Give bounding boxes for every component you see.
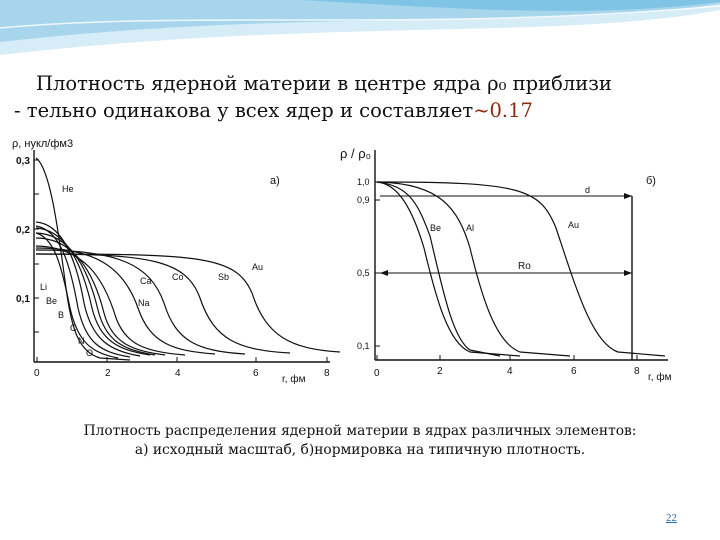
right-x-tick-8: 8 xyxy=(634,366,640,377)
left-x-tick-4: 4 xyxy=(175,368,181,379)
left-panel-label: а) xyxy=(270,175,280,187)
right-y-tick-0-9: 0,9 xyxy=(357,195,370,205)
caption-line-2: а) исходный масштаб, б)нормировка на типичную плотность. xyxy=(134,442,586,458)
norm-label-be: Be xyxy=(430,223,442,233)
label-na: Na xyxy=(138,298,150,308)
r0-arrow-head-right xyxy=(624,270,632,276)
left-x-tick-8: 8 xyxy=(324,368,330,379)
norm-curve-al xyxy=(377,182,570,356)
right-y-tick-0-1: 0,1 xyxy=(357,341,370,351)
d-arrow-head xyxy=(624,193,632,199)
left-x-axis-label: r, фм xyxy=(282,374,306,385)
norm-label-al: Al xyxy=(466,223,475,233)
label-c: C xyxy=(70,323,77,333)
left-y-axis-label: ρ, нукл/фм3 xyxy=(12,138,74,150)
norm-curve-be xyxy=(377,182,520,356)
left-x-tick-6: 6 xyxy=(253,368,259,379)
right-y-tick-0-5: 0,5 xyxy=(357,268,370,278)
label-li: Li xyxy=(40,282,48,292)
right-panel xyxy=(340,146,672,383)
left-y-tick-0-3: 0,3 xyxy=(16,156,30,167)
left-x-tick-marks xyxy=(37,357,327,362)
density-figure xyxy=(0,138,720,400)
r0-arrow-head-left xyxy=(380,270,388,276)
label-co: Co xyxy=(172,272,184,282)
label-be: Be xyxy=(46,296,58,306)
left-panel xyxy=(12,138,340,385)
right-x-tick-2: 2 xyxy=(437,366,443,377)
label-n: N xyxy=(78,336,85,346)
marker-r0: Ro xyxy=(518,261,531,272)
left-y-tick-0-1: 0,1 xyxy=(16,294,30,305)
page-number: 22 xyxy=(666,512,677,524)
label-he: He xyxy=(62,184,74,194)
left-y-tick-0-2: 0,2 xyxy=(16,225,30,236)
figure-caption xyxy=(0,422,720,460)
heading-line-1: Плотность ядерной материи в центре ядра ρ₀ приблизи xyxy=(36,72,612,95)
label-o: O xyxy=(86,348,94,358)
header-wave-decoration xyxy=(0,0,720,60)
caption-line-1: Плотность распределения ядерной материи в ядрах различных элементов: xyxy=(83,423,637,439)
left-x-tick-2: 2 xyxy=(105,368,111,379)
curve-b xyxy=(36,222,140,356)
heading-line-2-text: - тельно одинакова у всех ядер и составляет xyxy=(14,99,474,122)
norm-label-au: Au xyxy=(568,220,580,230)
right-x-tick-0: 0 xyxy=(374,368,380,379)
label-sb: Sb xyxy=(218,272,230,282)
heading-density-value: ~0.17 xyxy=(473,99,533,122)
right-x-tick-6: 6 xyxy=(571,366,577,377)
right-x-tick-4: 4 xyxy=(507,366,513,377)
right-panel-label: б) xyxy=(646,175,656,187)
right-y-tick-1-0: 1,0 xyxy=(357,177,370,187)
left-density-curves xyxy=(36,158,340,360)
right-x-tick-marks xyxy=(377,355,637,360)
marker-d: d xyxy=(585,185,591,195)
norm-curve-extra xyxy=(377,182,500,356)
right-x-axis-label: r, фм xyxy=(648,372,672,383)
label-au: Au xyxy=(252,262,264,272)
left-x-tick-0: 0 xyxy=(34,368,40,379)
heading-line-2 xyxy=(14,97,714,124)
slide-heading xyxy=(14,70,714,124)
label-b: B xyxy=(58,310,65,320)
right-y-axis-label: ρ / ρ₀ xyxy=(340,146,372,161)
right-y-tick-marks xyxy=(375,182,380,346)
label-ca: Ca xyxy=(140,276,152,286)
